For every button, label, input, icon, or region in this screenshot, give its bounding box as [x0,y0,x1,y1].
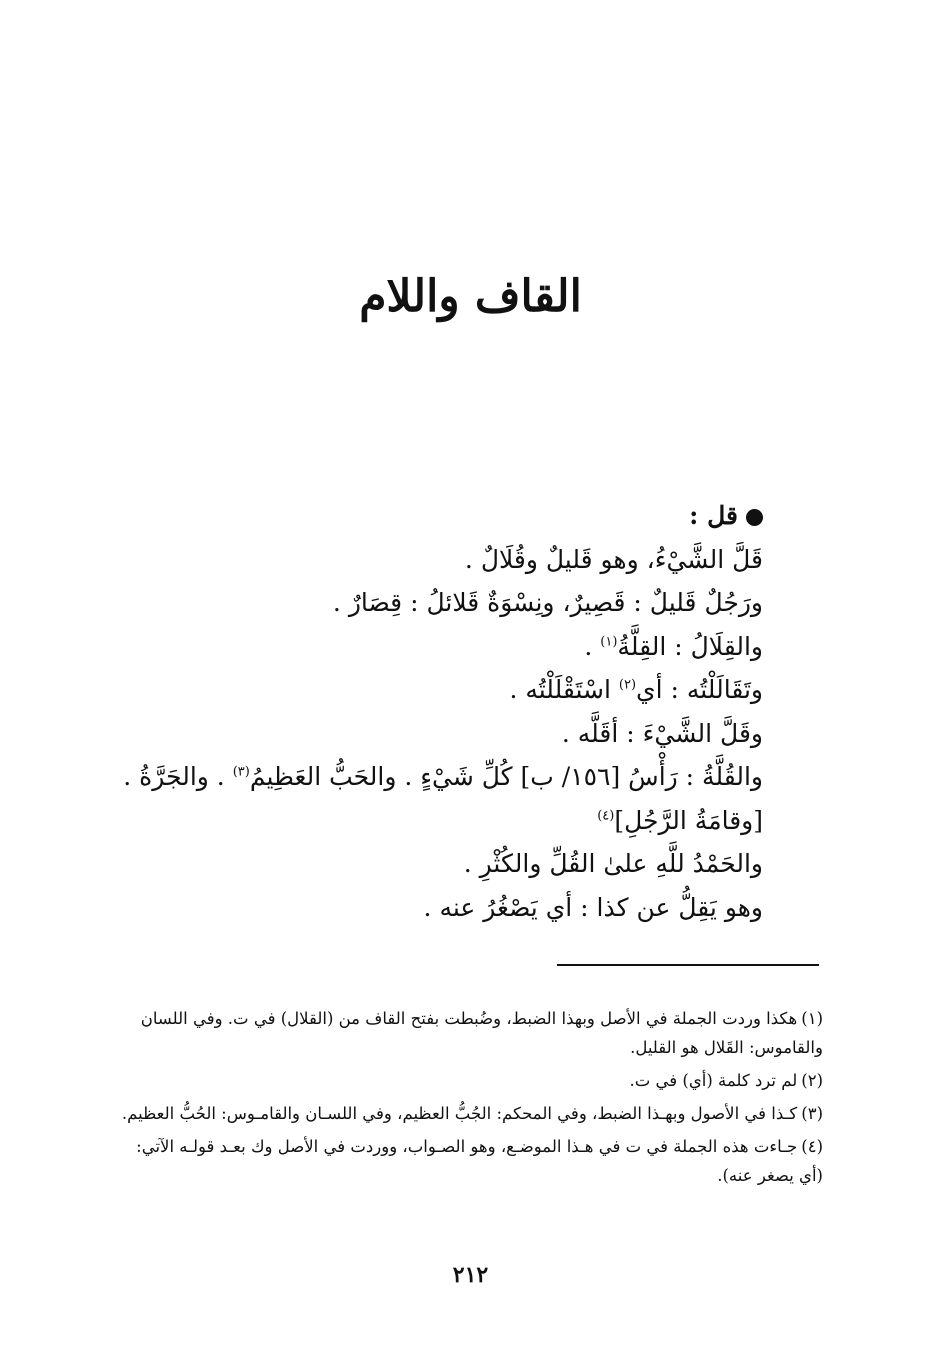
footnote-ref-3[interactable]: (٣) [232,764,250,780]
section-heading [103,494,763,538]
chapter-title: القاف واللام [359,271,582,322]
footnote-4 [111,1132,823,1190]
entry-line-6 [103,755,763,842]
footnote-ref-4[interactable]: (٤) [597,808,615,824]
entry-3-text: والقِلَالُ : القِلَّةُ [617,631,763,661]
footnote-ref-1[interactable]: (١) [600,634,618,650]
footnote-ref-2[interactable]: (٢) [618,677,637,693]
entry-line-2: ورَجُلٌ قَليلٌ : قَصِيرٌ، ونِسْوَةٌ قَلائلُ : قِصَارٌ . [332,588,763,617]
entry-3-after: . [584,631,601,661]
bullet-icon [746,509,763,526]
footnotes [111,1004,823,1194]
page-number: ٢١٢ [452,1262,489,1288]
entry-4-after: اسْتَقْلَلْتُه . [509,675,619,704]
entry-line-5: وقَلَّ الشَّيْءَ : أقَلَّه . [561,718,763,748]
footnote-number: (٢) [801,1071,823,1090]
footnote-number: (١) [801,1009,823,1028]
entry-line-3 [103,625,763,669]
entry-line-8: وهو يَقِلُّ عن كذا : أي يَصْغُرُ عنه . [423,892,763,922]
footnote-1 [111,1004,823,1062]
footnote-3 [111,1099,823,1128]
dictionary-entries [103,494,763,929]
entry-line-1: قَلَّ الشَّيْءُ، وهو قَليلٌ وقُلَالٌ . [464,544,763,574]
entry-4-text: وتَقَالَلْتُه : أي [636,675,763,704]
footnote-number: (٣) [801,1104,823,1123]
footnote-text: هكذا وردت الجملة في الأصل وبهذا الضبط، وضُبطت بفتح القاف من (القلال) في ت. وفي اللسان والقاموس: القَلال هو القليل. [140,1009,823,1057]
entry-6-after: . والجَرَّةُ . [وقامَةُ الرَّجُلِ] [123,762,763,835]
footnote-text: جـاءت هذه الجملة في ت في هـذا الموضـع، وهو الصـواب، ووردت في الأصل وك بعـد قولـه الآتي: (أي يصغر عنه). [136,1137,823,1185]
entry-line-4 [103,668,763,712]
section-head-text: قل : [689,501,738,530]
footnote-number: (٤) [801,1137,823,1156]
footnote-text: لم ترد كلمة (أي) في ت. [629,1071,798,1090]
entry-6-text: والقُلَّةُ : رَأْسُ [١٥٦/ ب] كُلِّ شَيْءٍ . والحَبُّ العَظِيمُ [249,762,763,791]
footnote-separator [557,964,819,966]
footnote-text: كـذا في الأصول وبهـذا الضبط، وفي المحكم: الجُبُّ العظيم، وفي اللسـان والقامـوس: الحُبُّ العظيم. [121,1104,798,1123]
entry-line-7: والحَمْدُ للَّهِ علىٰ القُلِّ والكُثْرِ . [463,849,763,878]
footnote-2 [111,1066,823,1095]
